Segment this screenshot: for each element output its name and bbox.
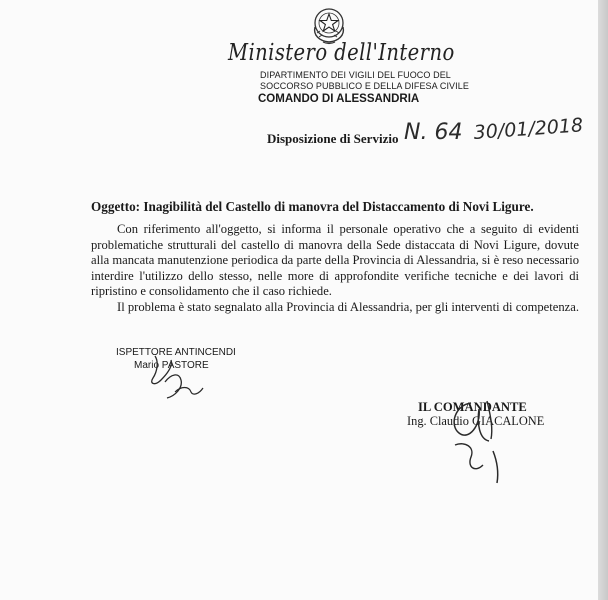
document-body: [91, 222, 579, 316]
disposizione-label: Disposizione di Servizio: [267, 131, 399, 146]
department-name: [260, 70, 469, 92]
inspector-name: Mario PASTORE: [134, 360, 209, 371]
department-line-1: DIPARTIMENTO DEI VIGILI DEL FUOCO DEL: [260, 70, 451, 80]
page-edge: [598, 0, 608, 600]
commander-name: Ing. Claudio GIACALONE: [407, 414, 545, 428]
body-paragraph: Il problema è stato segnalato alla Provincia di Alessandria, per gli interventi di competenza.: [117, 299, 579, 314]
department-line-2: SOCCORSO PUBBLICO E DELLA DIFESA CIVILE: [260, 81, 469, 91]
italian-republic-emblem-icon: [309, 3, 349, 45]
ministry-title: Ministero dell'Interno: [228, 40, 455, 66]
disposizione-number: N. 64: [404, 120, 463, 145]
body-paragraph: Con riferimento all'oggetto, si informa il personale operativo che a seguito di evidenti problematiche strutturali del castello di manovra della Sede distaccata di Novi Ligure, dovute alla mancata manutenzione periodica da parte della Provincia di Alessandria, si è reso necessario interdire l'utilizzo dello stesso, nelle more di approfondite verifiche tecniche e dei lavori di ripristino e consolidamento che il caso richiede.: [91, 222, 579, 299]
commander-title: IL COMANDANTE: [418, 400, 527, 414]
commander-signature: [441, 395, 523, 487]
subject-line: Oggetto: Inagibilità del Castello di manovra del Distaccamento di Novi Ligure.: [91, 199, 534, 214]
disposizione-date: 30/01/2018: [473, 114, 584, 144]
inspector-signature: [145, 352, 215, 404]
comando-name: COMANDO DI ALESSANDRIA: [258, 93, 420, 105]
inspector-title: ISPETTORE ANTINCENDI: [116, 347, 236, 358]
